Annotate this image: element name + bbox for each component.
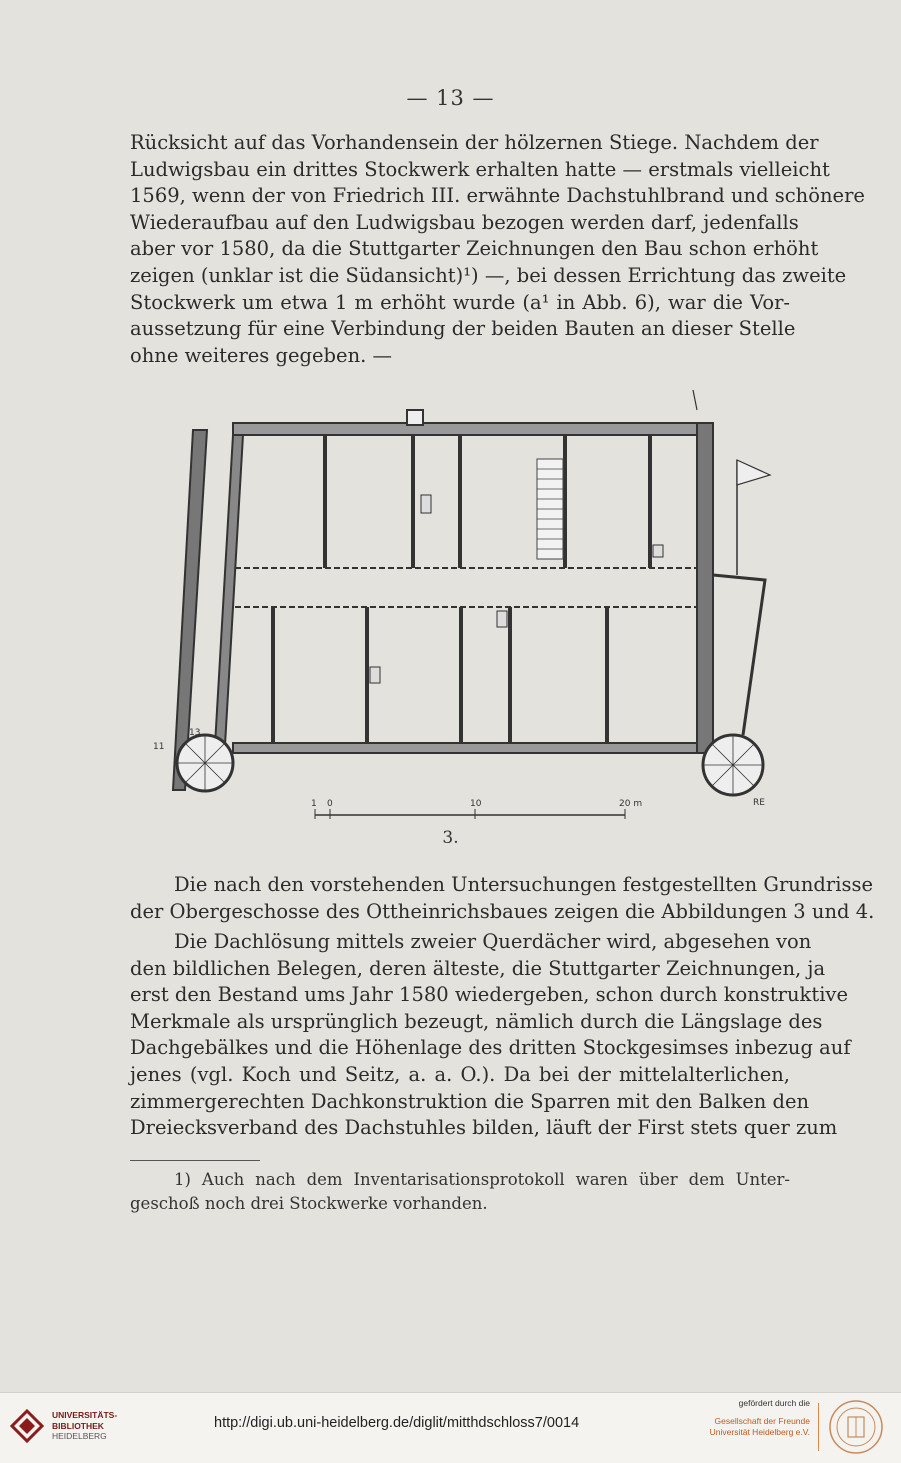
footer-bar (0, 1392, 901, 1463)
text-line: Rücksicht auf das Vorhandensein der hölzernen Stiege. Nachdem der (130, 131, 819, 154)
flag (737, 460, 770, 485)
footnote-line: 1) Auch nach dem Inventarisationsprotokoll waren über dem Unter- (174, 1170, 790, 1189)
draftsman-sign: RE (753, 798, 765, 808)
text-line: 1569, wenn der von Friedrich III. erwähnte Dachstuhlbrand und schönere (130, 184, 865, 208)
text-line: aber vor 1580, da die Stuttgarter Zeichnungen den Bau schon erhöht (130, 237, 819, 261)
text-line: Wiederaufbau auf den Ludwigsbau bezogen werden darf, jedenfalls (130, 210, 799, 234)
text-line: Die nach den vorstehenden Untersuchungen festgestellten Grundrisse (174, 873, 874, 896)
text-line: Ludwigsbau ein drittes Stockwerk erhalten hatte — erstmals vielleicht (130, 157, 830, 181)
footnote-rule (130, 1160, 260, 1161)
west-inner-wall (215, 435, 243, 745)
library-name-line: UNIVERSITÄTS- (52, 1410, 118, 1420)
north-wall (233, 423, 713, 435)
library-name-line: HEIDELBERG (52, 1431, 107, 1441)
university-seal-icon (828, 1399, 884, 1455)
divider (818, 1403, 819, 1451)
east-annex (713, 575, 765, 735)
text-line: der Obergeschosse des Ottheinrichsbaues zeigen die Abbildungen 3 und 4. (130, 899, 875, 923)
library-name-line: BIBLIOTHEK (52, 1420, 104, 1431)
sponsor-line: gefördert durch die (738, 1398, 810, 1408)
paragraph-1 (130, 130, 865, 369)
footnote-line: geschoß noch drei Stockwerke vorhanden. (130, 1194, 488, 1213)
figure-label: 3. (442, 828, 459, 848)
text-line: jenes (vgl. Koch und Seitz, a. a. O.). Da bei der mittelalterlichen, (130, 1062, 790, 1086)
room-number: 13 (189, 728, 201, 738)
paragraph-2 (130, 872, 875, 925)
chimney (407, 410, 423, 425)
library-logo-icon (10, 1409, 44, 1443)
text-line: Merkmale als ursprünglich bezeugt, nämlich durch die Längslage des (130, 1009, 823, 1033)
paragraph-3 (130, 929, 851, 1142)
text-line: Dreiecksverband des Dachstuhles bilden, läuft der First stets quer zum (130, 1116, 838, 1140)
sponsor-line: Gesellschaft der Freunde (714, 1416, 810, 1426)
scale-label: 10 (470, 799, 482, 809)
text-line: Stockwerk um etwa 1 m erhöht wurde (a¹ in Abb. 6), war die Vor- (130, 290, 790, 314)
permalink-url[interactable]: http://digi.ub.uni-heidelberg.de/diglit/mitthdschloss7/0014 (214, 1415, 580, 1431)
text-line: Die Dachlösung mittels zweier Querdächer wird, abgesehen von (174, 930, 812, 953)
text-line: den bildlichen Belegen, deren älteste, die Stuttgarter Zeichnungen, ja (130, 956, 826, 980)
page-number: — 13 — (406, 86, 495, 110)
sponsor-line: Universität Heidelberg e.V. (709, 1427, 810, 1437)
text-line: ohne weiteres gegeben. — (130, 343, 393, 367)
sponsor-text (690, 1398, 810, 1438)
south-wall (233, 743, 713, 753)
text-line: zimmergerechten Dachkonstruktion die Sparren mit den Balken den (130, 1089, 810, 1113)
east-wall (697, 423, 713, 753)
scale-label: 1 (311, 799, 317, 809)
room-number: 11 (153, 742, 165, 752)
text-line: Dachgebälkes und die Höhenlage des dritten Stockgesimses inbezug auf (130, 1036, 851, 1060)
floor-plan-figure (145, 385, 795, 825)
footnote (130, 1168, 790, 1216)
text-line: erst den Bestand ums Jahr 1580 wiedergeben, schon durch konstruktive (130, 983, 848, 1007)
scale-label: 20 m (619, 799, 643, 809)
text-line: zeigen (unklar ist die Südansicht)¹) —, bei dessen Errichtung das zweite (130, 263, 847, 287)
library-name (52, 1410, 117, 1442)
scale-label: 0 (327, 799, 333, 809)
text-line: aussetzung für eine Verbindung der beiden Bauten an dieser Stelle (130, 317, 796, 341)
